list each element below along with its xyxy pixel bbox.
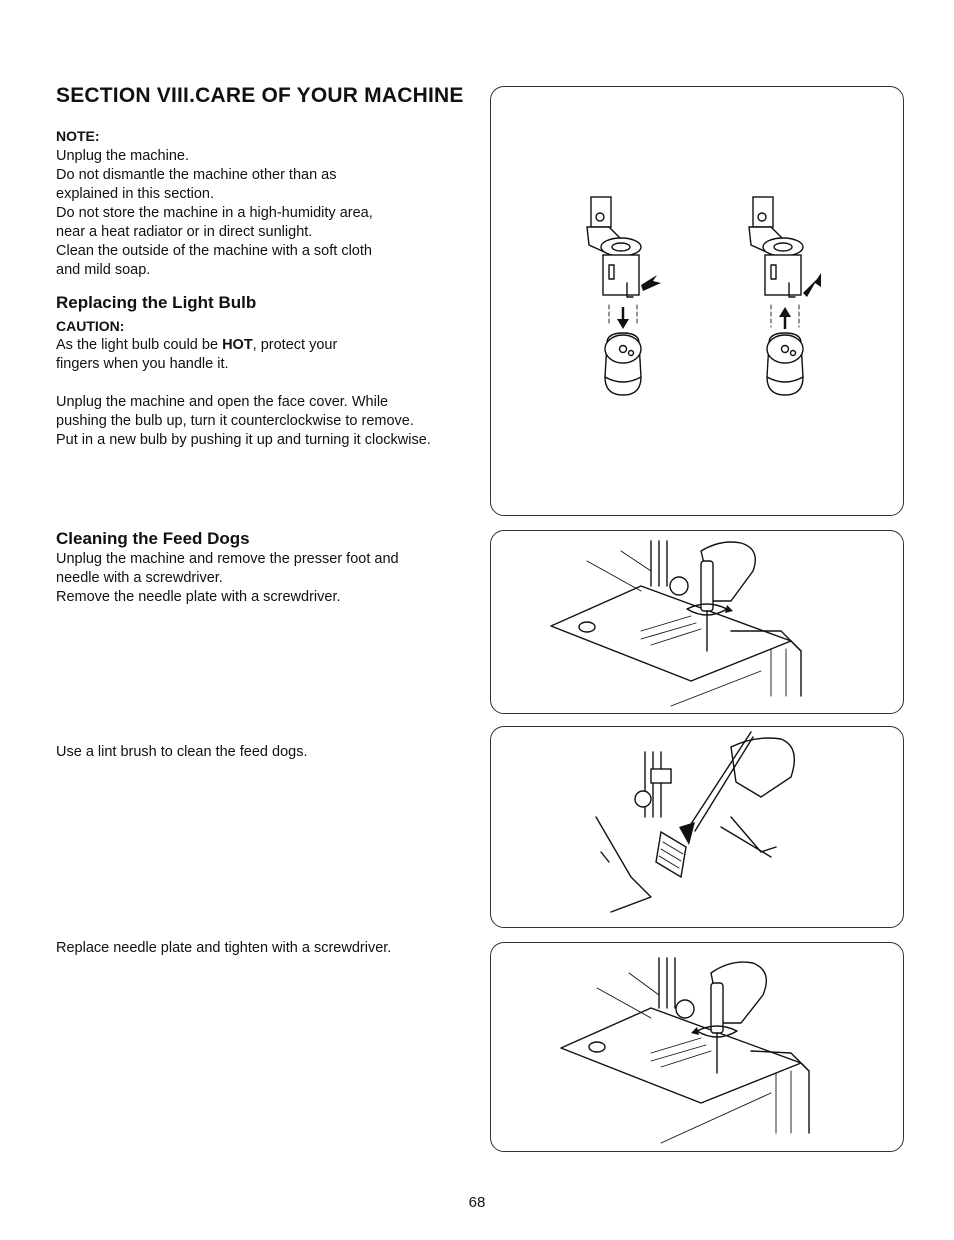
feed-dogs-step2: Use a lint brush to clean the feed dogs. bbox=[56, 744, 308, 760]
caution-line: fingers when you handle it. bbox=[56, 356, 229, 372]
thumb-screw bbox=[670, 577, 688, 595]
light-bulb-heading: Replacing the Light Bulb bbox=[56, 293, 257, 312]
note-line: Clean the outside of the machine with a soft cloth bbox=[56, 243, 372, 259]
feed-dogs-heading: Cleaning the Feed Dogs bbox=[56, 529, 250, 548]
remove-plate-diagram bbox=[491, 531, 903, 713]
bulb-socket-right bbox=[749, 197, 821, 297]
light-bulb-illustration bbox=[490, 86, 904, 516]
caution-text bbox=[56, 336, 476, 374]
instruction-line: Put in a new bulb by pushing it up and turning it clockwise. bbox=[56, 432, 431, 448]
page-number: 68 bbox=[468, 1194, 486, 1211]
thumb-screw bbox=[635, 791, 651, 807]
brush-bristles bbox=[679, 822, 695, 845]
bulb-left bbox=[605, 333, 641, 395]
caution-hot-word: HOT bbox=[222, 337, 253, 353]
needle-bar bbox=[659, 958, 675, 1008]
step-line: Unplug the machine and remove the presser foot and bbox=[56, 551, 399, 567]
needle-plate bbox=[551, 586, 791, 681]
note-line: Do not dismantle the machine other than as bbox=[56, 167, 337, 183]
note-line: near a heat radiator or in direct sunlight. bbox=[56, 224, 313, 240]
note-heading: NOTE: bbox=[56, 128, 100, 144]
step-line: needle with a screwdriver. bbox=[56, 570, 223, 586]
presser-bar bbox=[645, 752, 661, 817]
section-title: SECTION VIII.CARE OF YOUR MACHINE bbox=[56, 84, 464, 107]
note-line: Unplug the machine. bbox=[56, 148, 189, 164]
bulb-right bbox=[767, 333, 803, 395]
caution-line bbox=[56, 336, 476, 355]
bulb-socket-left bbox=[587, 197, 661, 297]
instruction-line: Unplug the machine and open the face cover. While bbox=[56, 394, 389, 410]
bulb-up-arrow bbox=[771, 305, 799, 329]
note-line: explained in this section. bbox=[56, 186, 214, 202]
note-text bbox=[56, 147, 476, 280]
caution-text-part: , protect your bbox=[252, 337, 338, 353]
needle-plate bbox=[561, 1008, 801, 1103]
needle-bar bbox=[651, 541, 667, 586]
note-line: and mild soap. bbox=[56, 262, 151, 278]
remove-needle-plate-illustration bbox=[490, 530, 904, 714]
lint-brush-diagram bbox=[491, 727, 903, 927]
brush-handle bbox=[689, 732, 751, 827]
replace-needle-plate-illustration bbox=[490, 942, 904, 1152]
step-line: Remove the needle plate with a screwdriver. bbox=[56, 589, 341, 605]
light-bulb-instructions bbox=[56, 393, 486, 450]
caution-text-part: As the light bulb could be bbox=[56, 337, 223, 353]
thumb-screw bbox=[676, 1000, 694, 1018]
replace-plate-diagram bbox=[491, 943, 903, 1151]
bulb-diagram bbox=[491, 87, 903, 515]
instruction-line: pushing the bulb up, turn it counterclockwise to remove. bbox=[56, 413, 414, 429]
note-line: Do not store the machine in a high-humidity area, bbox=[56, 205, 373, 221]
bulb-down-arrow bbox=[609, 305, 637, 329]
caution-heading: CAUTION: bbox=[56, 318, 125, 334]
feed-dogs-step1 bbox=[56, 550, 476, 607]
lint-brush-illustration bbox=[490, 726, 904, 928]
feed-dogs-step3: Replace needle plate and tighten with a screwdriver. bbox=[56, 940, 392, 956]
